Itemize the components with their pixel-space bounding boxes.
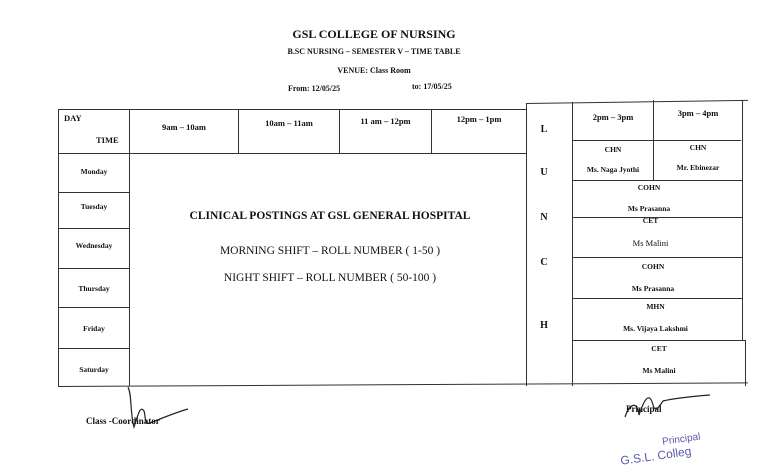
- wednesday-subject: CET: [642, 216, 659, 225]
- morning-shift-text: MORNING SHIFT – ROLL NUMBER ( 1-50 ): [219, 245, 441, 257]
- class-coordinator-label: Class -Coordinator: [86, 416, 160, 426]
- slot-header: 2pm – 3pm: [592, 112, 634, 122]
- lunch-letter: L: [540, 124, 548, 135]
- lunch-letter: H: [540, 320, 548, 331]
- night-shift-text: NIGHT SHIFT – ROLL NUMBER ( 50-100 ): [223, 272, 437, 284]
- col-divider: [238, 109, 239, 153]
- lunch-letter: U: [540, 167, 548, 178]
- table-border-right: [742, 100, 743, 340]
- row-divider: [58, 307, 130, 308]
- slot-header: 3pm – 4pm: [677, 108, 719, 118]
- friday-teacher: Ms. Vijaya Lakshmi: [623, 324, 688, 333]
- day-friday: Friday: [83, 324, 105, 333]
- tuesday-subject: COHN: [637, 183, 661, 192]
- row-divider-right: [573, 180, 743, 181]
- slot-header: 10am – 11am: [265, 118, 313, 128]
- principal-label: Principal: [626, 404, 662, 414]
- day-saturday: Saturday: [79, 365, 109, 374]
- coordinator-signature: [110, 385, 210, 435]
- college-title: GSL COLLEGE OF NURSING: [292, 27, 456, 41]
- monday-2pm-teacher: Ms. Naga Jyothi: [586, 165, 640, 174]
- slot-header: 9am – 10am: [162, 122, 206, 132]
- day-monday: Monday: [80, 167, 108, 176]
- slot-header: 11 am – 12pm: [360, 116, 411, 126]
- row-divider-right: [573, 298, 743, 299]
- row-divider: [58, 192, 130, 193]
- day-tuesday: Tuesday: [80, 202, 108, 211]
- monday-3pm-teacher: Mr. Ebinezar: [676, 163, 720, 172]
- clinical-postings-heading: CLINICAL POSTINGS AT GSL GENERAL HOSPITAL: [189, 210, 471, 222]
- row-divider: [58, 228, 130, 229]
- row-divider: [58, 348, 130, 349]
- lunch-letter: N: [540, 212, 548, 223]
- header-row-divider-right: [573, 140, 741, 141]
- slot-header: 12pm – 1pm: [456, 114, 502, 124]
- friday-subject: MHN: [646, 302, 665, 311]
- thursday-teacher: Ms Prasanna: [631, 284, 675, 293]
- venue-label: VENUE: Class Room: [337, 66, 411, 75]
- to-date: to: 17/05/25: [412, 82, 452, 91]
- monday-2pm-subject: CHN: [604, 145, 622, 154]
- principal-stamp: [618, 432, 703, 468]
- tuesday-teacher: Ms Prasanna: [627, 204, 671, 213]
- day-label: DAY: [64, 113, 82, 123]
- day-wednesday: Wednesday: [75, 241, 113, 250]
- time-label: TIME: [96, 135, 119, 145]
- from-date: From: 12/05/25: [288, 84, 341, 93]
- saturday-teacher: Ms Malini: [642, 366, 676, 375]
- row-divider: [58, 268, 130, 269]
- wednesday-teacher: Ms Malini: [632, 238, 669, 248]
- day-thursday: Thursday: [78, 284, 110, 293]
- table-border-right: [745, 340, 746, 386]
- row-divider-right: [573, 340, 745, 341]
- table-border-top-right: [526, 100, 748, 104]
- saturday-subject: CET: [651, 344, 667, 353]
- thursday-subject: COHN: [641, 262, 665, 271]
- stamp-line: G.S.L. Colleg: [619, 443, 693, 468]
- stamp-line: Principal: [661, 431, 702, 448]
- row-divider-right: [573, 257, 743, 258]
- monday-3pm-subject: CHN: [689, 143, 707, 152]
- timetable-subtitle: B.SC NURSING – SEMESTER V – TIME TABLE: [287, 47, 461, 56]
- lunch-letter: C: [540, 257, 548, 268]
